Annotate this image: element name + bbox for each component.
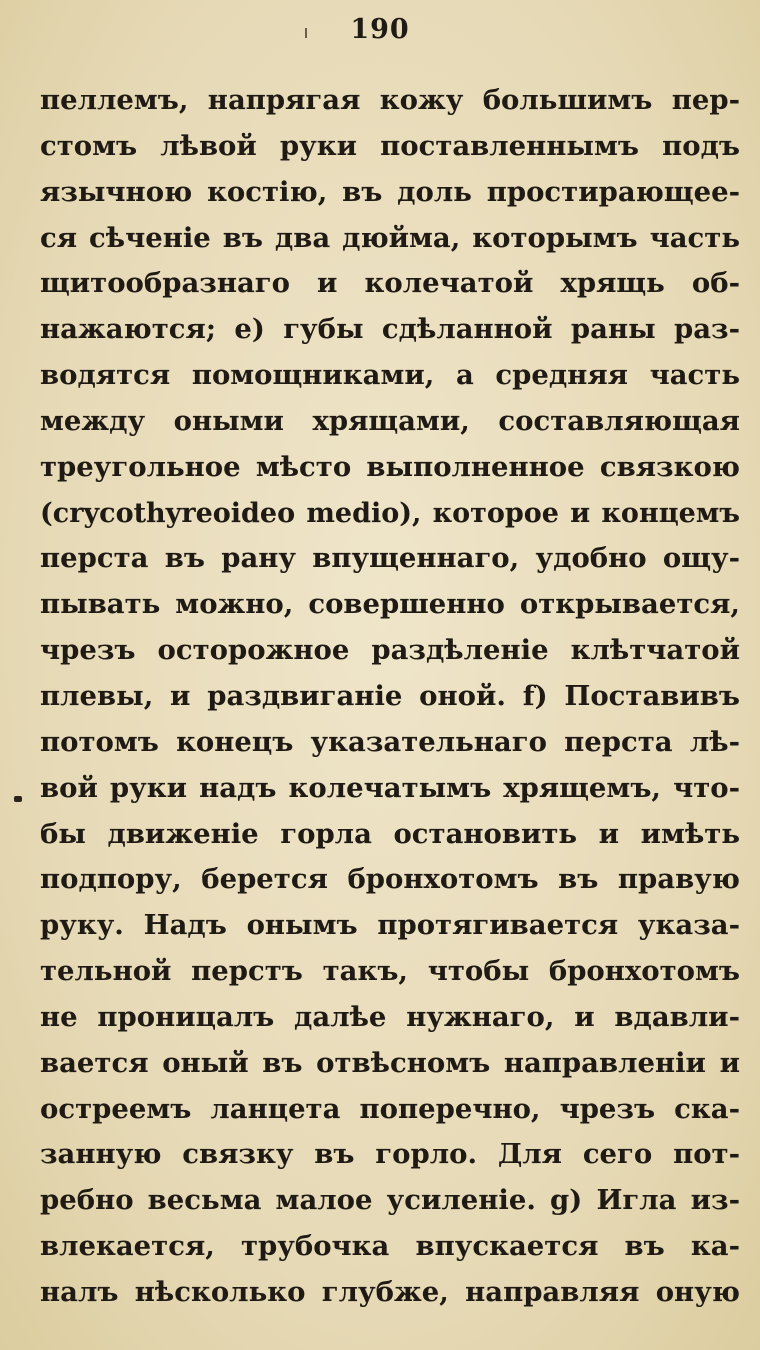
text-line: бы движеніе горла остановить и имѣть: [40, 817, 740, 850]
text-line: подпору, берется бронхотомъ въ правую: [40, 863, 740, 896]
text-line: плевы, и раздвиганіе оной. f) Поставивъ: [40, 679, 740, 712]
text-line: налъ нѣсколько глубже, направляя оную: [40, 1275, 740, 1308]
text-line: вой руки надъ колечатымъ хрящемъ, что-: [40, 771, 740, 804]
text-line: треугольное мѣсто выполненное связкою: [40, 450, 740, 483]
text-line: стомъ лѣвой руки поставленнымъ подъ: [40, 129, 740, 162]
text-line: руку. Надъ онымъ протягивается указа-: [40, 909, 740, 942]
text-line: потомъ конецъ указательнаго перста лѣ-: [40, 725, 740, 758]
text-line: влекается, трубочка впускается въ ка-: [40, 1230, 740, 1263]
text-line: вается оный въ отвѣсномъ направленіи и: [40, 1046, 740, 1079]
text-line: язычною костію, въ доль простирающее-: [40, 175, 740, 208]
text-line: между оными хрящами, составляющая: [40, 404, 740, 437]
text-line: нажаются; е) губы сдѣланной раны раз-: [40, 313, 740, 346]
body-text: [40, 78, 740, 1316]
text-line: не проницалъ далѣе нужнаго, и вдавли-: [40, 1000, 740, 1033]
text-line: пеллемъ, напрягая кожу большимъ пер-: [40, 84, 740, 116]
text-line: чрезъ осторожное раздѣленіе клѣтчатой: [40, 634, 740, 667]
text-line: тельной перстъ такъ, чтобы бронхотомъ: [40, 955, 740, 988]
text-line: щитообразнаго и колечатой хрящь об-: [40, 267, 740, 300]
text-line: (crycothyreoideo medio), которое и концемъ: [40, 497, 740, 529]
text-line: перста въ рану впущеннаго, удобно ощу-: [40, 542, 740, 575]
text-line: пывать можно, совершенно открывается,: [40, 588, 740, 621]
text-line: ребно весьма малое усиленіе. g) Игла из-: [40, 1184, 740, 1217]
text-line: острeемъ ланцета поперечно, чрезъ ска-: [40, 1092, 740, 1125]
text-line: водятся помощниками, а средняя часть: [40, 359, 740, 392]
margin-mark: [14, 796, 22, 802]
page-number: 190: [350, 14, 410, 45]
text-line: занную связку въ горло. Для сего пот-: [40, 1138, 740, 1171]
text-line: ся сѣченіе въ два дюйма, которымъ часть: [40, 221, 740, 254]
